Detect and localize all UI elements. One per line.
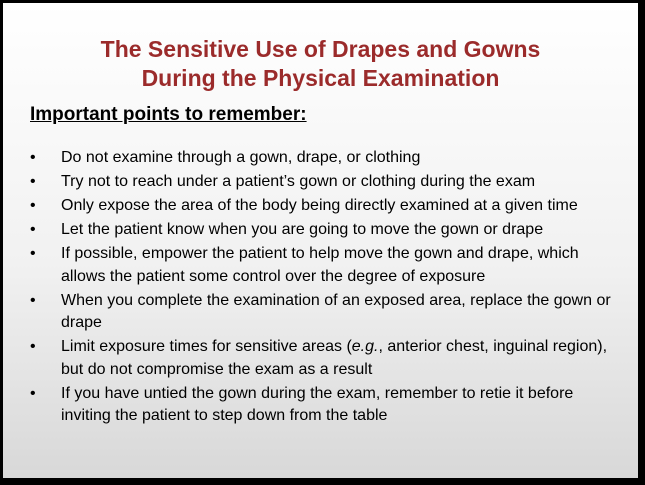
slide-title bbox=[3, 35, 638, 93]
bullet-icon: • bbox=[30, 338, 36, 355]
list-item-text: Try not to reach under a patient’s gown or clothing during the exam bbox=[61, 173, 536, 190]
list-item bbox=[30, 171, 625, 194]
list-item-text: When you complete the examination of an exposed area, replace the gown or drape bbox=[61, 291, 611, 331]
list-item-text: If you have untied the gown during the exam, remember to retie it before inviting the patient to step down from the table bbox=[61, 384, 574, 424]
slide bbox=[2, 2, 639, 479]
bullet-icon: • bbox=[30, 384, 36, 402]
bullet-icon: • bbox=[30, 173, 36, 190]
list-item-text: Only expose the area of the body being directly examined at a given time bbox=[61, 197, 578, 214]
bullet-icon: • bbox=[30, 221, 36, 238]
bullet-icon: • bbox=[30, 197, 36, 214]
subheading: Important points to remember: bbox=[30, 104, 307, 125]
list-item bbox=[30, 195, 625, 218]
list-item bbox=[30, 147, 625, 170]
list-item bbox=[30, 219, 625, 242]
list-item-text: If possible, empower the patient to help move the gown and drape, which allows the patient some control over the degree of exposure bbox=[61, 245, 579, 285]
title-line-2: During the Physical Examination bbox=[141, 65, 500, 91]
list-item-text-emphasis: e.g. bbox=[351, 338, 379, 355]
list-item-text-before: Limit exposure times for sensitive areas ( bbox=[61, 338, 352, 355]
list-item-text: Let the patient know when you are going to move the gown or drape bbox=[61, 221, 544, 238]
list-item-text-after: , anterior chest, inguinal region), but do not compromise the exam as a result bbox=[61, 338, 608, 378]
bullet-icon: • bbox=[30, 245, 36, 262]
list-item bbox=[30, 243, 625, 288]
list-item bbox=[30, 290, 625, 335]
bullet-icon: • bbox=[30, 149, 36, 166]
bullet-list bbox=[30, 147, 625, 429]
list-item-text: Do not examine through a gown, drape, or clothing bbox=[61, 149, 421, 166]
title-line-1: The Sensitive Use of Drapes and Gowns bbox=[100, 36, 541, 62]
list-item bbox=[30, 336, 625, 381]
bullet-icon: • bbox=[30, 291, 36, 309]
list-item-text bbox=[61, 338, 607, 378]
list-item bbox=[30, 383, 625, 428]
